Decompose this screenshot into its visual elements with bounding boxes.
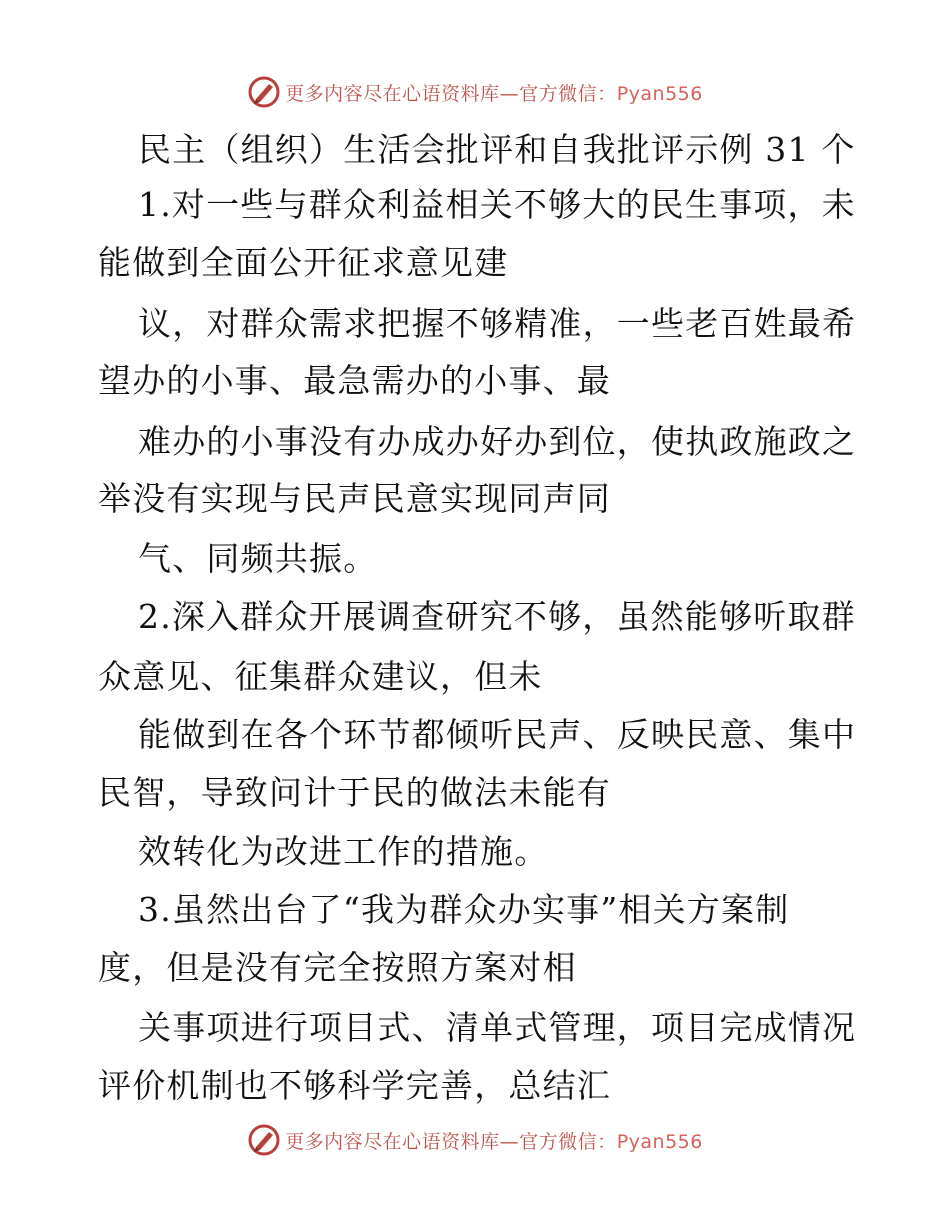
- text-line: 能做到在各个环节都倾听民声、反映民意、集中: [138, 715, 857, 754]
- text-line: 议，对群众需求把握不够精准，一些老百姓最希: [138, 304, 857, 343]
- text-line: 3.虽然出台了“我为群众办实事”相关方案制: [138, 890, 790, 929]
- text-line: 能做到全面公开征求意见建: [98, 243, 509, 282]
- text-line: 难办的小事没有办成办好办到位，使执政施政之: [138, 422, 857, 461]
- text-line: 举没有实现与民声民意实现同声同: [98, 479, 611, 518]
- pen-logo-icon: [247, 1123, 281, 1157]
- watermark-separator: —: [499, 82, 520, 105]
- watermark-site: 更多内容尽在心语资料库: [285, 82, 500, 105]
- watermark-wechat-label: 官方微信：: [519, 1130, 617, 1153]
- watermark-text: [285, 1127, 703, 1154]
- watermark-text: [285, 79, 703, 106]
- watermark-header: [0, 70, 950, 114]
- pen-logo-icon: [247, 75, 281, 109]
- text-line: 2.深入群众开展调查研究不够，虽然能够听取群: [138, 597, 856, 636]
- watermark-site: 更多内容尽在心语资料库: [285, 1130, 500, 1153]
- watermark-account: Pyan556: [616, 82, 703, 105]
- watermark-separator: —: [499, 1130, 520, 1153]
- text-line: 众意见、征集群众建议，但未: [98, 657, 543, 696]
- watermark-footer: [0, 1118, 950, 1162]
- text-line: 望办的小事、最急需办的小事、最: [98, 361, 611, 400]
- text-line: 效转化为改进工作的措施。: [138, 832, 549, 871]
- text-line: 气、同频共振。: [138, 539, 378, 578]
- text-line: 关事项进行项目式、清单式管理，项目完成情况: [138, 1008, 857, 1047]
- text-line: 民智，导致问计于民的做法未能有: [98, 773, 611, 812]
- watermark-account: Pyan556: [616, 1130, 703, 1153]
- text-line: 1.对一些与群众利益相关不够大的民生事项，未: [138, 185, 856, 224]
- text-line: 度，但是没有完全按照方案对相: [98, 948, 577, 987]
- document-title: 民主（组织）生活会批评和自我批评示例 31 个: [138, 130, 856, 169]
- watermark-wechat-label: 官方微信：: [519, 82, 617, 105]
- text-line: 评价机制也不够科学完善，总结汇: [98, 1066, 611, 1105]
